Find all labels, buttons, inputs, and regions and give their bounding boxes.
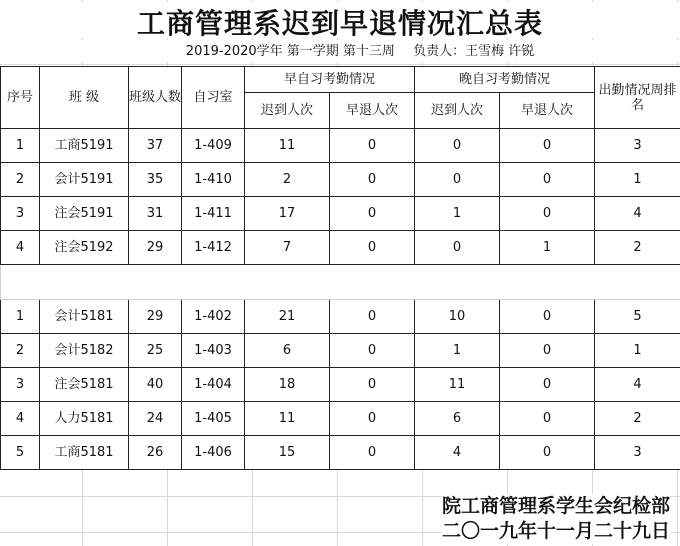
table-row[interactable] <box>1 129 680 163</box>
cell-class[interactable]: 人力5181 <box>40 402 129 436</box>
cell-room[interactable]: 1-405 <box>182 402 245 436</box>
table-row[interactable] <box>1 436 680 470</box>
cell-evening-late[interactable]: 0 <box>415 129 500 163</box>
cell-room[interactable]: 1-403 <box>182 334 245 368</box>
header-morning-late: 迟到人次 <box>245 93 330 129</box>
cell-evening-early[interactable]: 0 <box>500 129 595 163</box>
header-class: 班 级 <box>40 67 129 129</box>
table-row[interactable] <box>1 402 680 436</box>
cell-rank[interactable]: 4 <box>595 368 680 402</box>
cell-rank[interactable]: 1 <box>595 163 680 197</box>
page-title: 工商管理系迟到早退情况汇总表 <box>0 2 680 38</box>
subtitle <box>0 40 680 62</box>
cell-evening-late[interactable]: 6 <box>415 402 500 436</box>
header-count: 班级人数 <box>129 67 182 129</box>
table-row[interactable] <box>1 368 680 402</box>
cell-evening-late[interactable]: 11 <box>415 368 500 402</box>
cell-evening-early[interactable]: 0 <box>500 402 595 436</box>
cell-morning-late[interactable]: 7 <box>245 231 330 265</box>
cell-morning-early[interactable]: 0 <box>330 368 415 402</box>
cell-count[interactable]: 35 <box>129 163 182 197</box>
cell-class[interactable]: 注会5191 <box>40 197 129 231</box>
header-evening-early: 早退人次 <box>500 93 595 129</box>
signature-org: 院工商管理系学生会纪检部 <box>441 495 670 517</box>
spacer-row <box>1 265 680 300</box>
term-info: 2019-2020学年 第一学期 第十三周 <box>185 44 395 59</box>
cell-evening-early[interactable]: 0 <box>500 163 595 197</box>
table-row[interactable] <box>1 197 680 231</box>
cell-class[interactable]: 工商5191 <box>40 129 129 163</box>
cell-room[interactable]: 1-411 <box>182 197 245 231</box>
cell-morning-late[interactable]: 15 <box>245 436 330 470</box>
cell-evening-late[interactable]: 0 <box>415 163 500 197</box>
cell-morning-late[interactable]: 18 <box>245 368 330 402</box>
table-row[interactable] <box>1 334 680 368</box>
cell-evening-late[interactable]: 1 <box>415 197 500 231</box>
cell-count[interactable]: 31 <box>129 197 182 231</box>
table-row[interactable] <box>1 300 680 334</box>
cell-morning-early[interactable]: 0 <box>330 334 415 368</box>
header-evening-late: 迟到人次 <box>415 93 500 129</box>
cell-count[interactable]: 25 <box>129 334 182 368</box>
table-row[interactable] <box>1 163 680 197</box>
cell-count[interactable]: 26 <box>129 436 182 470</box>
cell-count[interactable]: 40 <box>129 368 182 402</box>
cell-evening-late[interactable]: 4 <box>415 436 500 470</box>
cell-class[interactable]: 会计5191 <box>40 163 129 197</box>
cell-room[interactable]: 1-412 <box>182 231 245 265</box>
cell-count[interactable]: 24 <box>129 402 182 436</box>
cell-seq[interactable]: 1 <box>1 300 40 334</box>
cell-count[interactable]: 29 <box>129 300 182 334</box>
header-morning-group: 早自习考勤情况 <box>245 67 415 93</box>
cell-class[interactable]: 工商5181 <box>40 436 129 470</box>
cell-evening-late[interactable]: 10 <box>415 300 500 334</box>
signature-block <box>442 494 670 544</box>
header-rank: 出勤情况周排名 <box>595 67 680 129</box>
cell-morning-late[interactable]: 11 <box>245 129 330 163</box>
cell-morning-late[interactable]: 11 <box>245 402 330 436</box>
cell-class[interactable]: 注会5192 <box>40 231 129 265</box>
cell-rank[interactable]: 3 <box>595 436 680 470</box>
cell-rank[interactable]: 3 <box>595 129 680 163</box>
cell-rank[interactable]: 4 <box>595 197 680 231</box>
header-morning-early: 早退人次 <box>330 93 415 129</box>
cell-morning-late[interactable]: 21 <box>245 300 330 334</box>
cell-morning-late[interactable]: 6 <box>245 334 330 368</box>
cell-seq[interactable]: 1 <box>1 129 40 163</box>
cell-evening-early[interactable]: 0 <box>500 368 595 402</box>
cell-seq[interactable]: 2 <box>1 334 40 368</box>
cell-morning-early[interactable]: 0 <box>330 231 415 265</box>
cell-room[interactable]: 1-406 <box>182 436 245 470</box>
cell-room[interactable]: 1-404 <box>182 368 245 402</box>
cell-morning-early[interactable]: 0 <box>330 197 415 231</box>
cell-evening-late[interactable]: 1 <box>415 334 500 368</box>
cell-seq[interactable]: 3 <box>1 197 40 231</box>
cell-evening-early[interactable]: 0 <box>500 300 595 334</box>
cell-morning-early[interactable]: 0 <box>330 300 415 334</box>
cell-count[interactable]: 37 <box>129 129 182 163</box>
responsible-info: 负责人：王雪梅 许锐 <box>413 44 535 59</box>
cell-evening-early[interactable]: 0 <box>500 436 595 470</box>
cell-class[interactable]: 会计5181 <box>40 300 129 334</box>
cell-room[interactable]: 1-409 <box>182 129 245 163</box>
cell-morning-late[interactable]: 2 <box>245 163 330 197</box>
cell-rank[interactable]: 2 <box>595 402 680 436</box>
cell-room[interactable]: 1-402 <box>182 300 245 334</box>
cell-seq[interactable]: 5 <box>1 436 40 470</box>
cell-class[interactable]: 会计5182 <box>40 334 129 368</box>
cell-rank[interactable]: 5 <box>595 300 680 334</box>
cell-seq[interactable]: 3 <box>1 368 40 402</box>
cell-evening-late[interactable]: 0 <box>415 231 500 265</box>
header-seq: 序号 <box>1 67 40 129</box>
cell-evening-early[interactable]: 0 <box>500 197 595 231</box>
cell-evening-early[interactable]: 0 <box>500 334 595 368</box>
cell-class[interactable]: 注会5181 <box>40 368 129 402</box>
cell-rank[interactable]: 2 <box>595 231 680 265</box>
cell-morning-early[interactable]: 0 <box>330 436 415 470</box>
cell-morning-early[interactable]: 0 <box>330 402 415 436</box>
cell-seq[interactable]: 2 <box>1 163 40 197</box>
cell-rank[interactable]: 1 <box>595 334 680 368</box>
header-room: 自习室 <box>182 67 245 129</box>
cell-morning-early[interactable]: 0 <box>330 129 415 163</box>
cell-morning-late[interactable]: 17 <box>245 197 330 231</box>
cell-seq[interactable]: 4 <box>1 402 40 436</box>
signature-date: 二〇一九年十一月二十九日 <box>441 520 670 542</box>
cell-seq[interactable]: 4 <box>1 231 40 265</box>
cell-count[interactable]: 29 <box>129 231 182 265</box>
attendance-table <box>0 66 680 470</box>
cell-morning-early[interactable]: 0 <box>330 163 415 197</box>
cell-room[interactable]: 1-410 <box>182 163 245 197</box>
cell-evening-early[interactable]: 1 <box>500 231 595 265</box>
table-row[interactable] <box>1 231 680 265</box>
header-evening-group: 晚自习考勤情况 <box>415 67 595 93</box>
